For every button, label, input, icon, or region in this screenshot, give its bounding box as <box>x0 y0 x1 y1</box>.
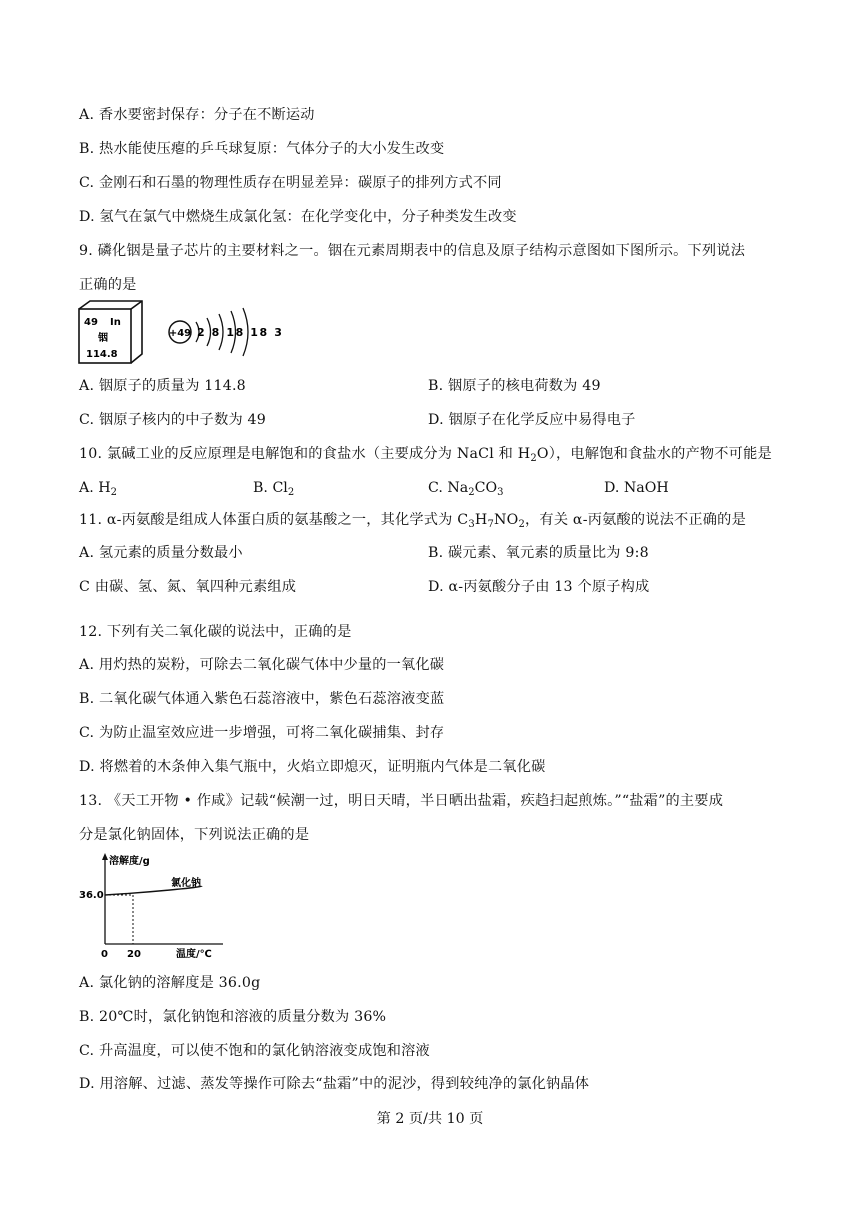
solubility-graph <box>78 852 228 962</box>
y-axis-label: 溶解度/g <box>109 856 150 867</box>
q8-option-d: D. 氢气在氯气中燃烧生成氯化氢：在化学变化中，分子种类发生改变 <box>79 209 517 225</box>
q12-option-b: B. 二氧化碳气体通入紫色石蕊溶液中，紫色石蕊溶液变蓝 <box>79 691 445 707</box>
atom-nucleus-charge: +49 <box>168 328 192 339</box>
q10-option-a <box>79 478 117 498</box>
indium-atom-structure-diagram <box>166 306 284 358</box>
x-axis-label: 温度/℃ <box>176 949 212 960</box>
q9-option-a: A. 铟原子的质量为 114.8 <box>79 378 246 394</box>
q11-option-a: A. 氢元素的质量分数最小 <box>79 545 243 561</box>
q12-stem: 12. 下列有关二氧化碳的说法中，正确的是 <box>79 624 352 640</box>
q10-stem-text-end: O），电解饱和食盐水的产物不可能是 <box>536 446 772 462</box>
q10-option-c-text: C. Na <box>428 480 469 496</box>
q10-option-c-mid: CO <box>474 480 498 496</box>
q11-option-b: B. 碳元素、氧元素的质量比为 9:8 <box>428 545 649 561</box>
q10-stem <box>79 444 772 464</box>
q11-formula-no: NO <box>494 512 519 528</box>
q11-option-c: C 由碳、氢、氮、氧四种元素组成 <box>79 579 297 595</box>
x-tick-label: 20 <box>127 949 141 960</box>
q11-stem-text-end: ，有关 α-丙氨酸的说法不正确的是 <box>525 512 746 528</box>
x-origin-label: 0 <box>101 949 108 960</box>
y-tick-label: 36.0 <box>79 890 104 901</box>
q11-formula-sub1: 3 <box>468 519 475 530</box>
q10-subscript: 2 <box>530 453 537 464</box>
q13-option-b: B. 20℃时，氯化钠饱和溶液的质量分数为 36% <box>79 1009 387 1025</box>
q9-stem-line2: 正确的是 <box>79 277 137 293</box>
q12-option-d: D. 将燃着的木条伸入集气瓶中，火焰立即熄灭，证明瓶内气体是二氧化碳 <box>79 759 546 775</box>
q10-option-b-text: B. Cl <box>253 480 288 496</box>
q11-formula-sub2: 7 <box>487 519 495 530</box>
q13-stem-line1: 13. 《天工开物 • 作咸》记载“候潮一过，明日天晴，半日晒出盐霜，疾趋扫起煎炼。”“盐霜”的主要成 <box>79 793 724 809</box>
q10-option-b <box>253 478 294 498</box>
indium-element-card <box>78 300 146 366</box>
element-name: 铟 <box>98 333 108 344</box>
q11-stem <box>79 510 746 530</box>
q10-option-c-sub2: 3 <box>497 487 504 498</box>
y-axis-arrow-icon <box>102 853 108 860</box>
q10-option-a-sub: 2 <box>110 487 118 498</box>
element-symbol: In <box>110 317 121 328</box>
q11-formula-sub3: 2 <box>518 519 526 530</box>
page-footer: 第 2 页/共 10 页 <box>376 1111 484 1127</box>
q9-stem-line1: 9. 磷化铟是量子芯片的主要材料之一。铟在元素周期表中的信息及原子结构示意图如下图所示。下列说法 <box>79 243 746 259</box>
q10-option-b-sub: 2 <box>287 487 295 498</box>
element-atomic-mass: 114.8 <box>86 349 118 360</box>
element-atomic-number: 49 <box>84 317 98 328</box>
q11-stem-text: 11. α-丙氨酸是组成人体蛋白质的氨基酸之一，其化学式为 C <box>79 512 469 528</box>
q13-option-c: C. 升高温度，可以使不饱和的氯化钠溶液变成饱和溶液 <box>79 1043 430 1059</box>
q10-option-c-sub1: 2 <box>468 487 475 498</box>
q13-stem-line2: 分是氯化钠固体，下列说法正确的是 <box>79 827 310 843</box>
q11-option-d: D. α-丙氨酸分子由 13 个原子构成 <box>428 579 650 595</box>
q9-option-c: C. 铟原子核内的中子数为 49 <box>79 412 267 428</box>
q8-option-b: B. 热水能使压瘪的乒乓球复原：气体分子的大小发生改变 <box>79 141 445 157</box>
atom-electron-shells: 2 8 18 18 3 <box>197 326 284 339</box>
q12-option-a: A. 用灼热的炭粉，可除去二氧化碳气体中少量的一氧化碳 <box>79 657 445 673</box>
q10-option-a-text: A. H <box>79 480 111 496</box>
q10-option-c <box>428 478 504 498</box>
q10-stem-text: 10. 氯碱工业的反应原理是电解饱和的食盐水（主要成分为 NaCl 和 H <box>79 446 531 462</box>
curve-label: 氯化钠 <box>171 878 201 889</box>
q8-option-a: A. 香水要密封保存：分子在不断运动 <box>79 107 315 123</box>
q10-option-d: D. NaOH <box>604 480 669 496</box>
q13-option-a: A. 氯化钠的溶解度是 36.0g <box>79 975 261 991</box>
q8-option-c: C. 金刚石和石墨的物理性质存在明显差异：碳原子的排列方式不同 <box>79 175 502 191</box>
q9-option-d: D. 铟原子在化学反应中易得电子 <box>428 412 636 428</box>
q9-option-b: B. 铟原子的核电荷数为 49 <box>428 378 601 394</box>
q13-option-d: D. 用溶解、过滤、蒸发等操作可除去“盐霜”中的泥沙，得到较纯净的氯化钠晶体 <box>79 1076 590 1092</box>
q12-option-c: C. 为防止温室效应进一步增强，可将二氧化碳捕集、封存 <box>79 725 445 741</box>
q11-formula-h: H <box>474 512 488 528</box>
